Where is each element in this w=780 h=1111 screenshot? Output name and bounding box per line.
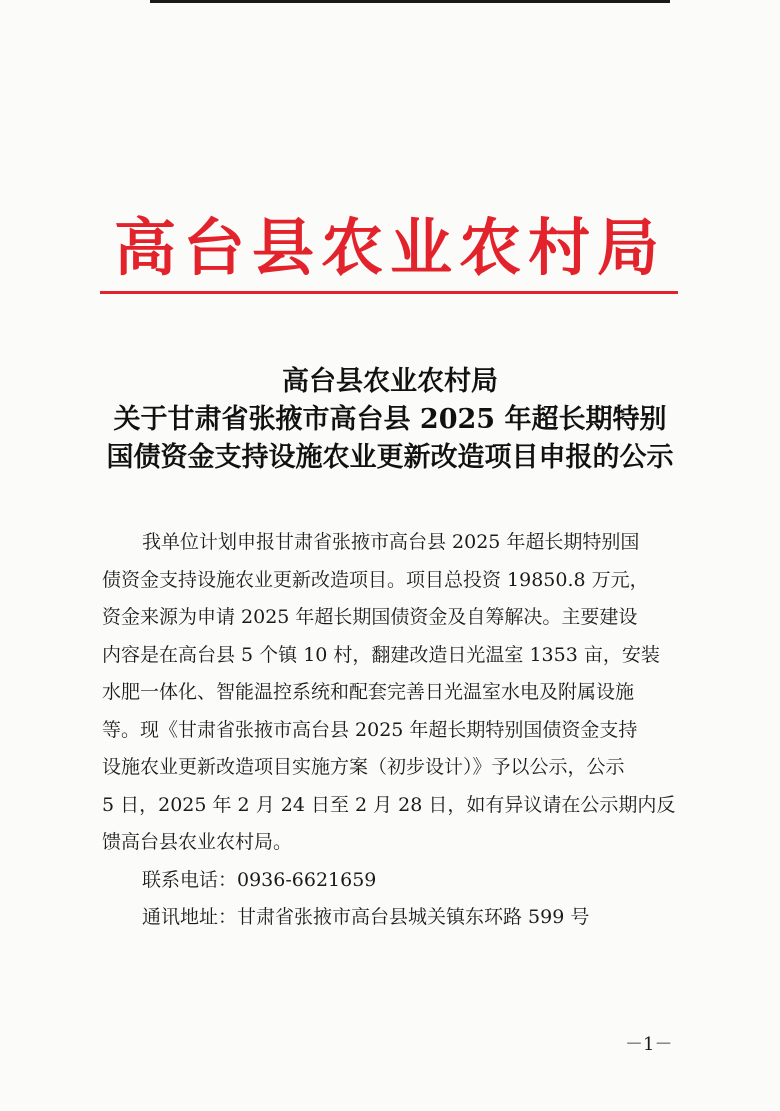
body-line: 内容是在高台县 5 个镇 10 村，翻建改造日光温室 1353 亩，安装 (102, 643, 660, 666)
body-line: 等。现《甘肃省张掖市高台县 2025 年超长期特别国债资金支持 (102, 718, 638, 741)
body-line: 水肥一体化、智能温控系统和配套完善日光温室水电及附属设施 (102, 681, 635, 703)
title-line-1: 高台县农业农村局 (282, 366, 498, 397)
contact-address: 通讯地址：甘肃省张掖市高台县城关镇东环路 599 号 (142, 906, 590, 928)
contact-phone: 联系电话：0936-6621659 (142, 868, 377, 891)
page-number: －1－ (625, 1034, 673, 1055)
body-line: 馈高台县农业农村局。 (102, 831, 293, 853)
body-line: 债资金支持设施农业更新改造项目。项目总投资 19850.8 万元， (102, 568, 649, 591)
letterhead-red-rule (100, 291, 678, 294)
body-line: 资金来源为申请 2025 年超长期国债资金及自筹解决。主要建设 (102, 606, 638, 628)
title-line-3: 国债资金支持设施农业更新改造项目申报的公示 (106, 442, 674, 473)
document-title (60, 363, 720, 477)
title-line-2: 关于甘肃省张掖市高台县 2025 年超长期特别 (113, 404, 667, 435)
body-line: 5 日，2025 年 2 月 24 日至 2 月 28 日，如有异议请在公示期内反 (102, 793, 676, 816)
body-line: 设施农业更新改造项目实施方案（初步设计）》予以公示，公示 (102, 756, 625, 778)
document-body (102, 524, 690, 937)
scan-top-edge (150, 0, 670, 3)
body-line: 我单位计划申报甘肃省张掖市高台县 2025 年超长期特别国 (142, 531, 640, 553)
letterhead-org-name: 高台县农业农村局 (113, 211, 666, 284)
